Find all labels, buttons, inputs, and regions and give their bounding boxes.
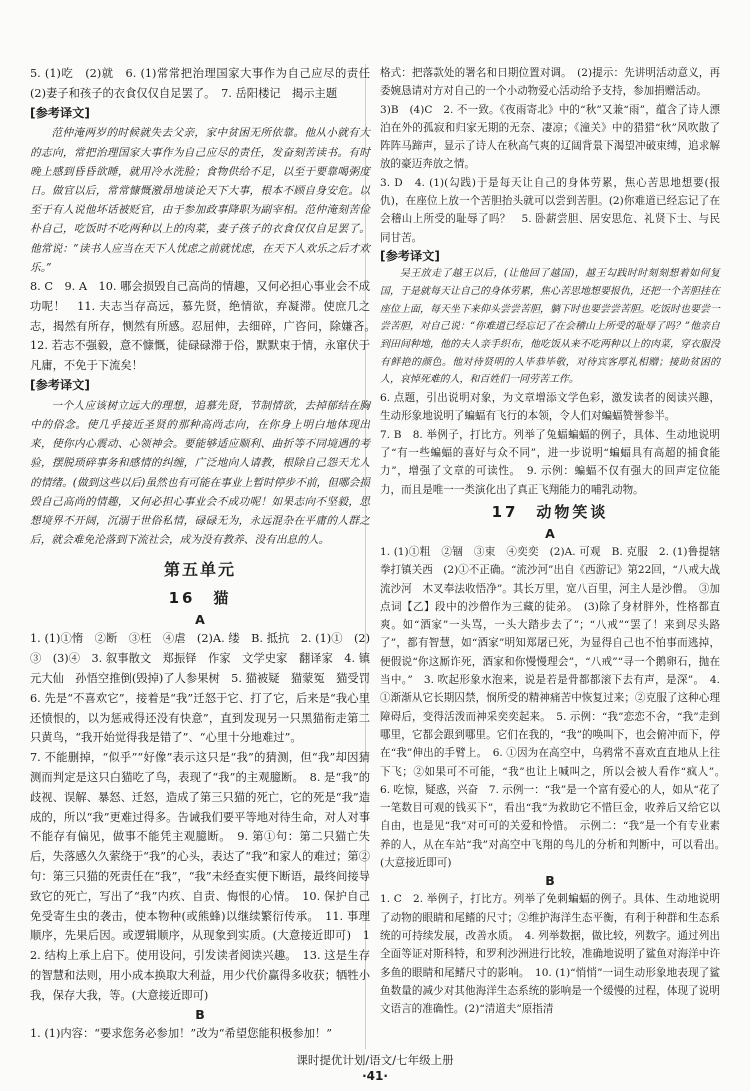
answer-paragraph: 7. B 8. 举例子，打比方。列举了兔蝠蝙蝠的例子，具体、生动地说明了“有一些蝙蝠的喜好与众不同”，进一步说明“蝙蝠具有高超的捕食能力”，增强了文章的可读性。 9. 示例：蝙蝠不仅有强大的回声定位能力，而且是唯一一类演化出了真正飞翔能力的哺乳动物。	[380, 428, 720, 496]
answer-paragraph: 1. C 2. 举例子，打比方。列举了免刺蝙蝠的例子。具体、生动地说明了动物的眼睛和尾鳍的尺寸；②维护海洋生态平衡，有利于种群和生态系统的可持续发展，改善水质。 4. 列举数据，做比较，列数字。通过列出全面等证对斯科特，和罗利沙洲进行比较，准确地说明了鲨鱼对海洋中许多鱼的眼睛和尾鳍尺寸的影响。 10. (1)“悄悄”一词生动形象地表现了鲨鱼数量的减少对其他海洋生态系统的影响是一个缓慢的过程，体现了说明文语言的准确性。(2)“清道夫”原指清	[380, 893, 720, 1016]
unit-title: 第五单元	[163, 560, 236, 580]
answer-paragraph: 3)B (4)C 2. 不一致。《夜雨寄北》中的“秋”又兼“雨”，蕴含了诗人漂泊在外的孤寂和归家无期的无奈、凄凉；《潼关》中的猎猎“秋”风吹散了阵阵马蹄声，显示了诗人在秋高气爽的辽阔背景下渴望冲破束缚，追求解放的豪迈奔放之情。	[380, 103, 720, 171]
answer-paragraph: 1. (1)①粗 ②锢 ③束 ④奕奕 (2)A. 可观 B. 克服 2. (1)鲁提辖拳打镇关西 (2)①不正确。“流沙河”出自《西游记》第22回，“八戒大战流沙河 木叉奉法收悟净”。其长万里，宽八百里，河主人是沙僧。 ③加点词【乙】段中的沙僧作为三藏的徒弟。 (3)除了身材胖外，性格都直爽。如“酒家”一头骂，一头大踏步去了”；“八戒”“罢了！来到尽头路了”，都有智慧，如“酒家”明知郑屠已死，为显得自己也不怕事而逃掉，便假说“你这厮诈死，酒家和你慢慢理会”，“八戒”“寻一个鹅卵石，抛在当中。” 3. 吹起形象水泡来，说是若是骨都都滚下去有声，是深”。 4. ①渐渐从它长期囚禁，悯所受的精神痛苦中恢复过来；②克服了这种心理障碍后，变得活泼而神采奕奕起来。 5. 示例：“我”恋恋不舍，“我”走到哪里，它都会跟到哪里。它们在我的，“我”的唤叫下，也会俯冲而下，停在“我”伸出的手臂上。 6. ①因为在高空中，乌鸦常不喜欢直直地从上往下飞；②如果可不可能，“我”也让上喊叫之，所以会被人看作“疯人”。 6. 吃惊，疑惑，兴奋 7. 示例一：“我”是一个富有爱心的人，如从“花了一笔数目可观的钱买下”，看出“我”为救助它不惜巨金，收养后又给它以自由，也是见“我”对可可的关爱和怜惜。 示例二：“我”是一个有专业素养的人，从在车站“我”对高空中飞翔的鸟儿的分析和判断中，可以看出。 (大意接近即可)	[380, 545, 731, 870]
reference-translation-heading: [ 参考译文 ]	[30, 104, 370, 124]
page-number: ·41·	[362, 1069, 388, 1083]
reference-translation-text: 一个人应该树立远大的理想，追慕先贤，节制情欲，去掉郁结在胸中的俗念。使几乎接近圣贤的那种高尚志向，在你身上明白地体现出来，使你内心震动、心领神会。要能够适应顺利、曲折等不同境遇的考验，摆脱琐碎事务和感情的纠缠，广泛地向人请教，根除自己怨天尤人的情绪。(做到这些以后)虽然也有可能在事业上暂时停步不前，但哪会损毁自己高尚的情趣，又何必担心事业会不成功呢！如果志向不坚毅，思想境界不开阔，沉溺于世俗私情，碌碌无为，永远混杂在平庸的人群之后，就会难免沦落到下流社会，成为没有教养、没有出息的人。	[30, 398, 370, 547]
book-footer: 课时提优计划/语文/七年级上册	[296, 1053, 454, 1067]
reference-translation-text: 吴王放走了越王以后，(让他回了越国)，越王勾践时时刻刻想着如何复国，于是就每天让自己的身体劳累，焦心苦思地想要报仇，还把一个苦胆挂在座位上面，每天坐下来仰头尝尝苦胆，躺下时也要尝尝苦胆。吃饭时也要尝一尝苦胆，对自己说：“你难道已经忘记了在会稽山上所受的耻辱了吗？”他亲自到田间种地，他的夫人亲手织布，他吃饭从来不吃两种以上的肉菜，穿衣服没有鲜艳的颜色。他对待贤明的人毕恭毕敬，对待宾客厚礼相赠；接助贫困的人，哀悼死难的人，和百姓们一同劳苦工作。	[380, 268, 720, 386]
section-label-b: B	[545, 873, 555, 889]
answer-paragraph: 1. (1)内容：“要求您务必参加！”改为“希望您能积极参加！”	[30, 1026, 333, 1040]
reference-translation-heading: [ 参考译文 ]	[30, 376, 370, 396]
reference-translation-text: 范仲淹两岁的时候就失去父亲，家中贫困无所依靠。他从小就有大的志向，常把治理国家大事作为自己应尽的责任，发奋刻苦读书。有时晚上感到昏昏欲睡，就用冷水洗脸；食物供给不足，以至于要靠喝粥度日。做官以后，常常慷慨激昂地谈论天下大事，根本不顾自身安危。以至于有人说他坏话被贬官，由于参加政事降职为副宰相。范仲淹刻苦俭朴自己，吃饭时不吃两种以上的肉菜，妻子孩子的衣食仅仅自足罢了。他常说：“读书人应当在天下人忧虑之前就忧虑，在天下人欢乐之后才欢乐。”	[30, 126, 370, 274]
right-column	[380, 64, 731, 1018]
lesson-title: 16 猫	[168, 589, 232, 608]
lesson-title: 17 动物笑谈	[491, 502, 609, 521]
answer-paragraph: 5. (1)吃 (2)就 6. (1)常常把治理国家大事作为自己应尽的责任 (2)妻子和孩子的衣食仅仅自足罢了。 7. 岳阳楼记 揭示主题	[30, 67, 382, 100]
reference-translation-heading: [ 参考译文 ]	[380, 247, 720, 265]
left-column	[30, 64, 382, 1043]
section-label-a: A	[195, 612, 205, 628]
section-label-a: A	[545, 525, 555, 541]
answer-paragraph: 6. 点题，引出说明对象，为文章增添文学色彩，激发读者的阅读兴趣，生动形象地说明了蝙蝠有飞行的本领，令人们对蝙蝠赞誉参半。	[380, 392, 720, 423]
answer-paragraph: 7. 不能删掉，“似乎”“好像”表示这只是“我”的猜测，但“我”却因猜测而判定是这只白猫吃了鸟，表现了“我”的主观臆断。 8. 是“我”的歧视、误解、暴怒、迁怒，造成了第三只猫的死亡，它的死是“我”造成的，所以“我”更难过得多。告诫我们要平等地对待生命，对人对事不能存有偏见，做事不能凭主观臆断。 9. 第①句：第二只猫亡失后，失落感久久萦绕于“我”的心头，表达了“我”和家人的难过；第②句：第三只猫的死责任在“我”，“我”未经查实便下断语，最终间接导致它的死亡，写出了“我”内疚、自责、悔恨的心情。 10. 保护自己免受寄生虫的袭击，使本物种(或熊蜂)以继续繁衍传承。 11. 事理顺序，先果后因。或逻辑顺序，从现象到实质。(大意接近即可) 12. 结构上承上启下。使用设问，引发读者阅读兴趣。 13. 这是生存的智慧和法则，用小成本换取大利益，用少代价赢得多收获；牺牲小我，保存大我，等。(大意接近即可)	[30, 751, 370, 1002]
section-label-b: B	[195, 1006, 205, 1022]
answer-paragraph: 8. C 9. A 10. 哪会损毁自己高尚的情趣，又何必担心事业会不成功呢！ 11. 夫志当存高远，慕先贤，绝情欲，弃凝滞。使庶几之志，揭然有所存，恻然有所感。忍屈伸，去细碎，广咨问，除嫌吝。 12. 若志不强毅，意不慷慨，徒碌碌滞于俗，默默束于情，永窜伏于凡庸，不免于下流矣！	[30, 280, 382, 373]
answer-paragraph: 3. D 4. (1)(勾践)于是每天让自己的身体劳累，焦心苦思地想要(报仇)，在座位上放一个苦胆抬头就可以尝到苦胆。(2)你难道已经忘记了在会稽山上所受的耻辱了吗？ 5. 卧薪尝胆、居安思危、礼贤下士、与民同甘苦。	[380, 176, 720, 244]
answer-paragraph: 格式：把落款处的署名和日期位置对调。 (2)提示：先讲明活动意义，再委婉恳请对方对自己的一个小动物爱心活动给予支持，参加捐赠活动。	[380, 67, 720, 98]
answer-paragraph: 1. (1)①惰 ②断 ③枉 ④虐 (2)A. 缕 B. 抵抗 2. (1)① (2)③ (3)④ 3. 叙事散文 郑振铎 作家 文学史家 翻译家 4. 镇元大仙 孙悟空推倒(毁掉)了人参果树 5. 猫被疑 猫蒙冤 猫受罚 6. 先是“不喜欢它”，接着是“我”迁怒于它、打了它，后来是“我心里还愤恨的，以为惩戒得还没有快意”，直到发现另一只黑猫衔走第二只黄鸟，“我开始觉得我是错了”、“心里十分地难过”。	[30, 632, 382, 745]
